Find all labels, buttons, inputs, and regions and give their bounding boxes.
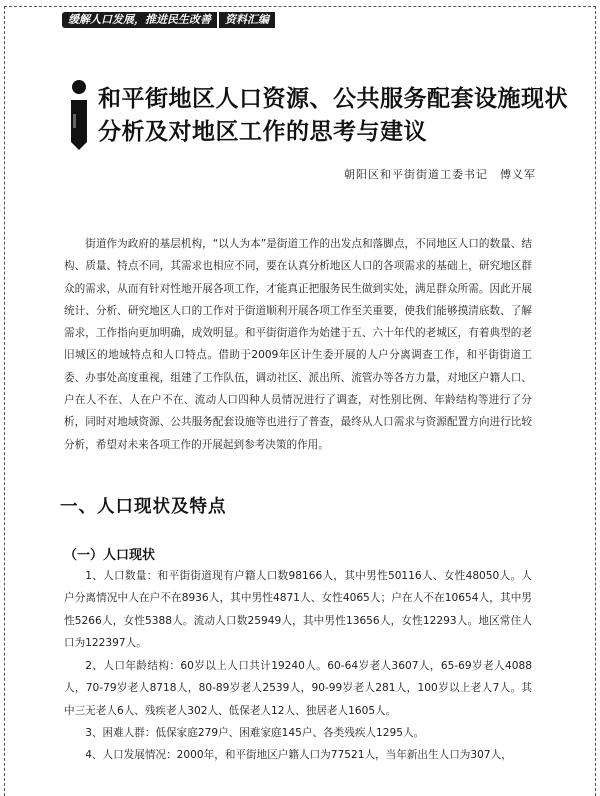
paragraph-age-structure: 2、人口年龄结构：60岁以上人口共计19240人。60-64岁老人3607人，65-69岁老人4088人，70-79岁老人8718人，80-89岁老人2539人，90-99岁老人281人，100岁以上老人7人。其中三无老人6人、残疾老人302人、低保老人12人、独居老人1605人。 [64,660,532,717]
paragraph-hardship-groups: 3、困难人群：低保家庭279户、困难家庭145户、各类残疾人1295人。 [85,727,425,739]
header-band [62,12,275,28]
exclamation-icon [66,78,92,158]
article-byline: 朝阳区和平街街道工委书记 傅义军 [344,168,536,181]
page-border-top [4,6,596,7]
section-heading: 一、人口现状及特点 [60,497,227,517]
paragraph-population-trend: 4、人口发展情况：2000年，和平街地区户籍人口为77521人，当年新出生人口为307人， [85,749,512,761]
page-border-left [4,6,5,796]
subsection-heading: （一）人口现状 [64,548,156,563]
header-band-text: 缓解人口发展，推进民生改善 [62,12,217,28]
paragraph-population-count: 1、人口数量：和平街街道现有户籍人口数98166人，其中男性50116人、女性48050人。人户分离情况中人在户不在8936人，其中男性4871人、女性4065人；户在人不在10654人，其中男性5266人，女性5388人。流动人口数25949人，其中男性13656人，女性12293人。地区常住人口为122397人。 [64,570,532,649]
intro-paragraph: 街道作为政府的基层机构，“以人为本”是街道工作的出发点和落脚点，不同地区人口的数量、结构、质量、特点不同，其需求也相应不同，要在认真分析地区人口的各项需求的基础上，研究地区群众的需求，从而有针对性地开展各项工作，才能真正把服务民生做到实处，满足群众所需。因此开展统计、分析、研究地区人口的工作对于街道顺利开展各项工作至关重要，使我们能够摸清底数、了解需求，工作指向更加明确，成效明显。和平街街道作为始建于五、六十年代的老城区，有着典型的老旧城区的地域特点和人口特点。借助于2009年区计生委开展的人户分离调查工作，和平街街道工委、办事处高度重视，组建了工作队伍，调动社区、派出所、流管办等各方力量，对地区户籍人口、户在人不在、人在户不在、流动人口四种人员情况进行了调查，对性别比例、年龄结构等进行了分析，同时对地域资源、公共服务配套设施等也进行了普查，最终从人口需求与资源配置方向进行比较分析，希望对未来各项工作的开展起到参考决策的作用。 [64,238,532,451]
header-band-tag: 资料汇编 [219,12,275,28]
page-border-right [595,6,596,796]
article-title: 和平街地区人口资源、公共服务配套设施现状分析及对地区工作的思考与建议 [98,85,568,145]
